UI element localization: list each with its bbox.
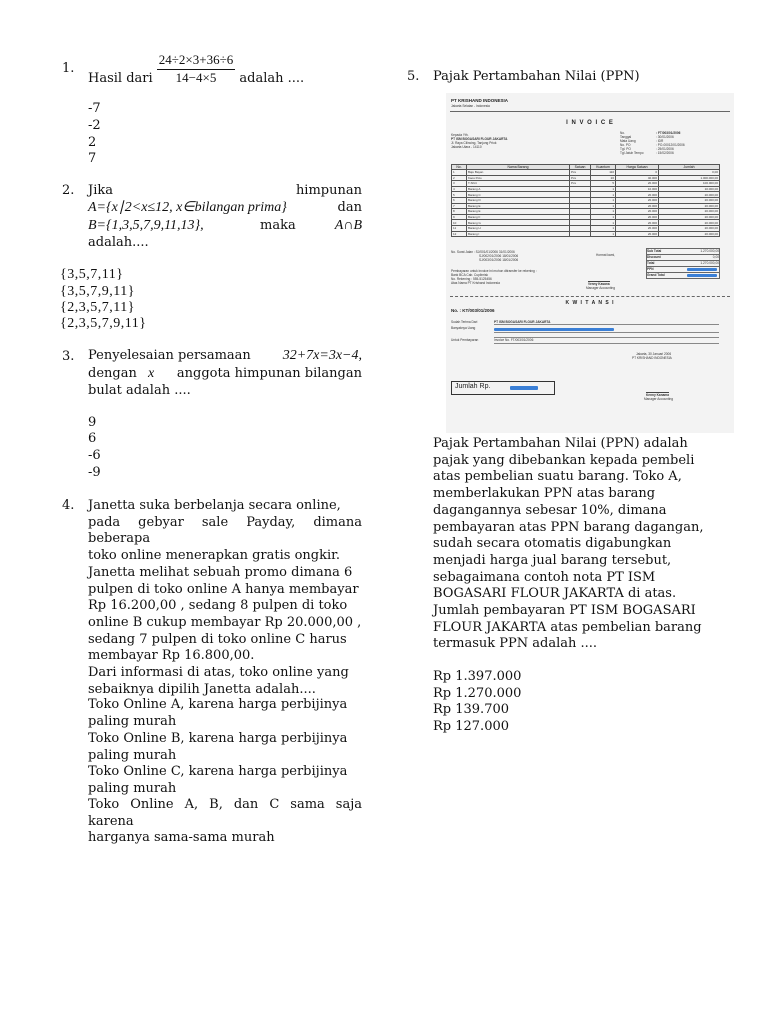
q3-equation: 32+7x=3x−4,	[282, 348, 362, 363]
q5-line: menjadi harga jual barang tersebut,	[433, 552, 672, 568]
q2-line1-a: Jika	[88, 183, 113, 198]
q5-title: Pajak Pertambahan Nilai (PPN)	[433, 69, 640, 84]
kwitansi-number: No. : KT/003/01/2006	[451, 308, 495, 313]
q2-line1-b: himpunan	[295, 183, 362, 198]
q3-line1	[88, 347, 362, 365]
q4-line: pulpen di toko online A hanya membayar	[88, 581, 359, 597]
redaction-mark	[687, 274, 717, 277]
q1-number: 1.	[62, 61, 75, 76]
q2-set-a: A={x∣2<x≤12, x∈bilangan prima}	[88, 200, 287, 215]
q5-line: memberlakukan PPN atas barang	[433, 486, 656, 502]
invoice-image	[446, 93, 734, 433]
meta-row: No. PO : PO-00012/01/2006	[620, 143, 685, 147]
place-date: Jakarta, 30 Januari 2006	[636, 352, 672, 356]
invoice-row: 8 Barang E 1 20.000 20.000,00	[453, 209, 718, 214]
invoice-to-name: PT ISM BOGASARI FLOUR JAKARTA	[451, 137, 508, 141]
invoice-hormat: Hormat kami,	[596, 253, 615, 257]
place-company: PT KRISHAND INDONESIA	[632, 356, 672, 360]
q2-option-c[interactable]: {2,3,5,7,11}	[60, 300, 135, 315]
meta-row: Mata Uang : IDR	[620, 139, 664, 143]
q4-option-a-line1: Toko Online A, karena harga perbijinya	[88, 697, 348, 712]
q3-option-a[interactable]: 9	[88, 415, 97, 430]
q4-option-c[interactable]	[88, 764, 362, 797]
q5-line: Pajak Pertambahan Nilai (PPN) adalah	[433, 436, 688, 451]
invoice-signer2: Kenny Kanama	[646, 393, 670, 397]
invoice-table-header: No. Nama Barang Satuan Kuantum Harga Satuan Jumlah	[452, 165, 720, 170]
q5-line: FLOUR JAKARTA atas pembelian barang	[433, 619, 702, 635]
invoice-company: PT KRISHAND INDONESIA	[451, 98, 509, 103]
q1-stem	[88, 52, 304, 86]
divider	[450, 296, 730, 297]
jumlah-box	[451, 381, 555, 395]
q5-option-b[interactable]: Rp 1.270.000	[433, 686, 522, 701]
q5-line: BOGASARI FLOUR JAKARTA di atas.	[433, 586, 677, 602]
q5-number: 5.	[407, 69, 420, 84]
q2-line1	[88, 183, 362, 200]
payment-note: Pembayaran untuk invoice ini mohon ditransfer ke rekening : Bank BCA Cab. Cuplinrisk No. Rekening : 555-5125456 Atas Nama PT Krishand Indonesia	[451, 269, 537, 285]
invoice-row: 4 Barang A 1 10.000 10.000,00	[453, 187, 718, 192]
q5-line: termasuk PPN adalah ....	[433, 636, 598, 652]
invoice-signer1-role: Manager Accounting	[586, 286, 616, 290]
q2-set-b: B={1,3,5,7,9,11,13},	[88, 218, 204, 233]
q2-option-d[interactable]: {2,3,5,7,9,11}	[60, 316, 147, 331]
invoice-meta	[620, 131, 685, 155]
q5-paragraph	[433, 436, 708, 653]
q3-option-c[interactable]: -6	[88, 448, 101, 463]
q1-option-b[interactable]: -2	[88, 118, 101, 133]
q2-line2-tail: dan	[337, 200, 362, 215]
q1-stem-post: adalah ....	[239, 70, 305, 86]
q3-option-b[interactable]: 6	[88, 431, 97, 446]
q4-option-b-line1: Toko Online B, karena harga perbijinya	[88, 731, 348, 746]
q2-line4: adalah....	[88, 235, 149, 250]
kwitansi-title: K W I T A N S I	[565, 300, 615, 306]
invoice-to-addr1: Jl. Raya Cilincing, Tanjung Priok	[451, 141, 497, 145]
q4-option-d[interactable]	[88, 797, 362, 847]
q4-line: toko online menerapkan gratis ongkir.	[88, 548, 341, 564]
q3-option-d[interactable]: -9	[88, 465, 101, 480]
redaction-mark	[510, 386, 538, 390]
q4-option-a[interactable]	[88, 697, 362, 730]
q1-option-d[interactable]: 7	[88, 151, 97, 166]
q3-line2-b: anggota himpunan bilangan	[176, 366, 362, 381]
invoice-to-addr2: Jakarta Utara - 14110	[451, 145, 482, 149]
q1-stem-pre: Hasil dari	[88, 70, 153, 86]
invoice-row: 9 Barang F 1 20.000 20.000,00	[453, 215, 718, 220]
q4-line: Dari informasi di atas, toko online yang	[88, 665, 349, 681]
q4-option-c-line1: Toko Online C, karena harga perbijinya	[88, 764, 348, 779]
received-from: PT ISM BOGASARI FLOUR JAKARTA	[494, 320, 551, 324]
q1-fraction	[157, 52, 235, 86]
invoice-row: 10 Barang G 1 20.000 20.000,00	[453, 220, 718, 225]
q2-option-b[interactable]: {3,5,7,9,11}	[60, 284, 135, 299]
surat-jalan: No. Surat Jalan : SJ/001/01/2006 31/01/2006 SJ/002/01/2006 18/01/2006 SJ/003/01/2006 18/01/2006	[451, 250, 519, 262]
invoice-table	[451, 164, 720, 237]
jumlah-label: Jumlah Rp.	[455, 383, 491, 390]
q4-line: online B cukup membayar Rp 20.000,00 ,	[88, 614, 362, 630]
q5-line: sudah secara otomatis digabungkan	[433, 536, 672, 552]
q4-line: Janetta suka berbelanja secara online,	[88, 498, 341, 513]
q2-number: 2.	[62, 183, 75, 198]
q4-line: Rp 16.200,00 , sedang 8 pulpen di toko	[88, 598, 348, 614]
q4-line: sedang 7 pulpen di toko online C harus	[88, 631, 347, 647]
invoice-signer2-role: Manager Accounting	[644, 397, 674, 401]
purpose-label: Untuk Pembayaran	[451, 338, 479, 342]
q4-option-d-line1: Toko Online A, B, dan C sama saja karena	[88, 797, 362, 829]
invoice-row: 1 Baju Bayan Pcs 110 0 0,00	[453, 170, 718, 175]
invoice-to-label: Kepada Yth.	[451, 133, 469, 137]
q2-line3-mid: maka	[260, 218, 296, 233]
q5-line: pajak yang dibebankan kepada pembeli	[433, 452, 695, 468]
q3-line2	[88, 366, 362, 383]
meta-row: No. : FT/003/01/2006	[620, 131, 681, 135]
q4-line: sebaiknya dipilih Janetta adalah....	[88, 681, 316, 697]
q3-number: 3.	[62, 349, 75, 364]
meta-row: Tgl. PO : 25/01/2006	[620, 147, 674, 151]
invoice-title: I N V O I C E	[566, 120, 614, 126]
invoice-row: 7 Barang E 1 20.000 20.000,00	[453, 203, 718, 208]
q3-line1-text: Penyelesaian persamaan	[88, 348, 251, 363]
q5-line: Jumlah pembayaran PT ISM BOGASARI	[433, 603, 696, 619]
invoice-row: 2 Kaos Polo Pcs 20 40.000 1.000.000,00	[453, 175, 718, 180]
purpose: Invoice No. FT/003/01/2006	[494, 338, 534, 342]
q3-line2-a: dengan	[88, 366, 137, 381]
q5-line: sebagaimana contoh nota PT ISM	[433, 569, 656, 585]
q1-option-a[interactable]: -7	[88, 101, 101, 116]
q5-option-c[interactable]: Rp 139.700	[433, 702, 510, 717]
invoice-row: 12 Barang I 1 20.000 20.000,00	[453, 231, 718, 236]
q4-line: Janetta melihat sebuah promo dimana 6	[88, 564, 353, 580]
q1-denominator: 14−4×5	[175, 69, 217, 85]
q3-line3: bulat adalah ....	[88, 383, 191, 398]
q2-option-a[interactable]: {3,5,7,11}	[60, 267, 124, 282]
q2-line2	[88, 199, 362, 216]
q4-option-c-line2: paling murah	[88, 780, 177, 796]
invoice-row: 11 Barang H 1 20.000 20.000,00	[453, 226, 718, 231]
q4-line: pada gebyar sale Payday, dimana beberapa	[88, 514, 362, 547]
q5-line: atas pembelian suatu barang. Toko A,	[433, 469, 682, 485]
invoice-signer1: Venny Kasana	[588, 282, 610, 286]
q2-intersection: A∩B	[334, 218, 362, 233]
redaction-mark	[494, 328, 614, 331]
invoice-row: 3 T-Shirt Pcs 5 20.000 100.000,00	[453, 181, 718, 186]
divider	[494, 332, 719, 333]
q4-option-b[interactable]	[88, 731, 362, 764]
q5-option-a[interactable]: Rp 1.397.000	[433, 669, 522, 684]
q4-option-d-line2: harganya sama-sama murah	[88, 830, 275, 846]
invoice-company-sub: Jakarta Selatan - Indonesia	[451, 104, 490, 108]
q4-option-a-line2: paling murah	[88, 713, 177, 729]
invoice-totals: Sub Total 1.270.000,00 Discount 0,00 Total 1.270.000,00 PPN Grand Total	[647, 249, 719, 277]
redaction-mark	[687, 268, 717, 271]
q1-option-c[interactable]: 2	[88, 135, 97, 150]
meta-row: Tanggal : 30/01/2006	[620, 135, 674, 139]
q1-numerator: 24÷2×3+36÷6	[157, 52, 235, 70]
invoice-row: 6 Barang D 1 20.000 20.000,00	[453, 198, 718, 203]
amount-label: Banyaknya Uang	[451, 326, 476, 330]
meta-row: Tgl Jatuh Tempo : 15/02/2006	[620, 151, 674, 155]
divider	[494, 343, 719, 344]
q2-line3	[88, 217, 362, 234]
q4-option-b-line2: paling murah	[88, 747, 177, 763]
q5-line: dagangannya sebesar 10%, dimana	[433, 502, 667, 518]
q5-option-d[interactable]: Rp 127.000	[433, 719, 510, 734]
invoice-row: 5 Barang C 1 20.000 20.000,00	[453, 192, 718, 197]
divider	[494, 324, 719, 325]
received-from-label: Sudah Terima Dari	[451, 320, 478, 324]
q4-paragraph	[88, 498, 362, 698]
q3-var: x	[147, 366, 155, 381]
q4-line: membayar Rp 16.800,00.	[88, 648, 255, 664]
q4-number: 4.	[62, 498, 75, 513]
q5-line: pembayaran atas PPN barang dagangan,	[433, 519, 704, 535]
divider	[450, 111, 730, 112]
